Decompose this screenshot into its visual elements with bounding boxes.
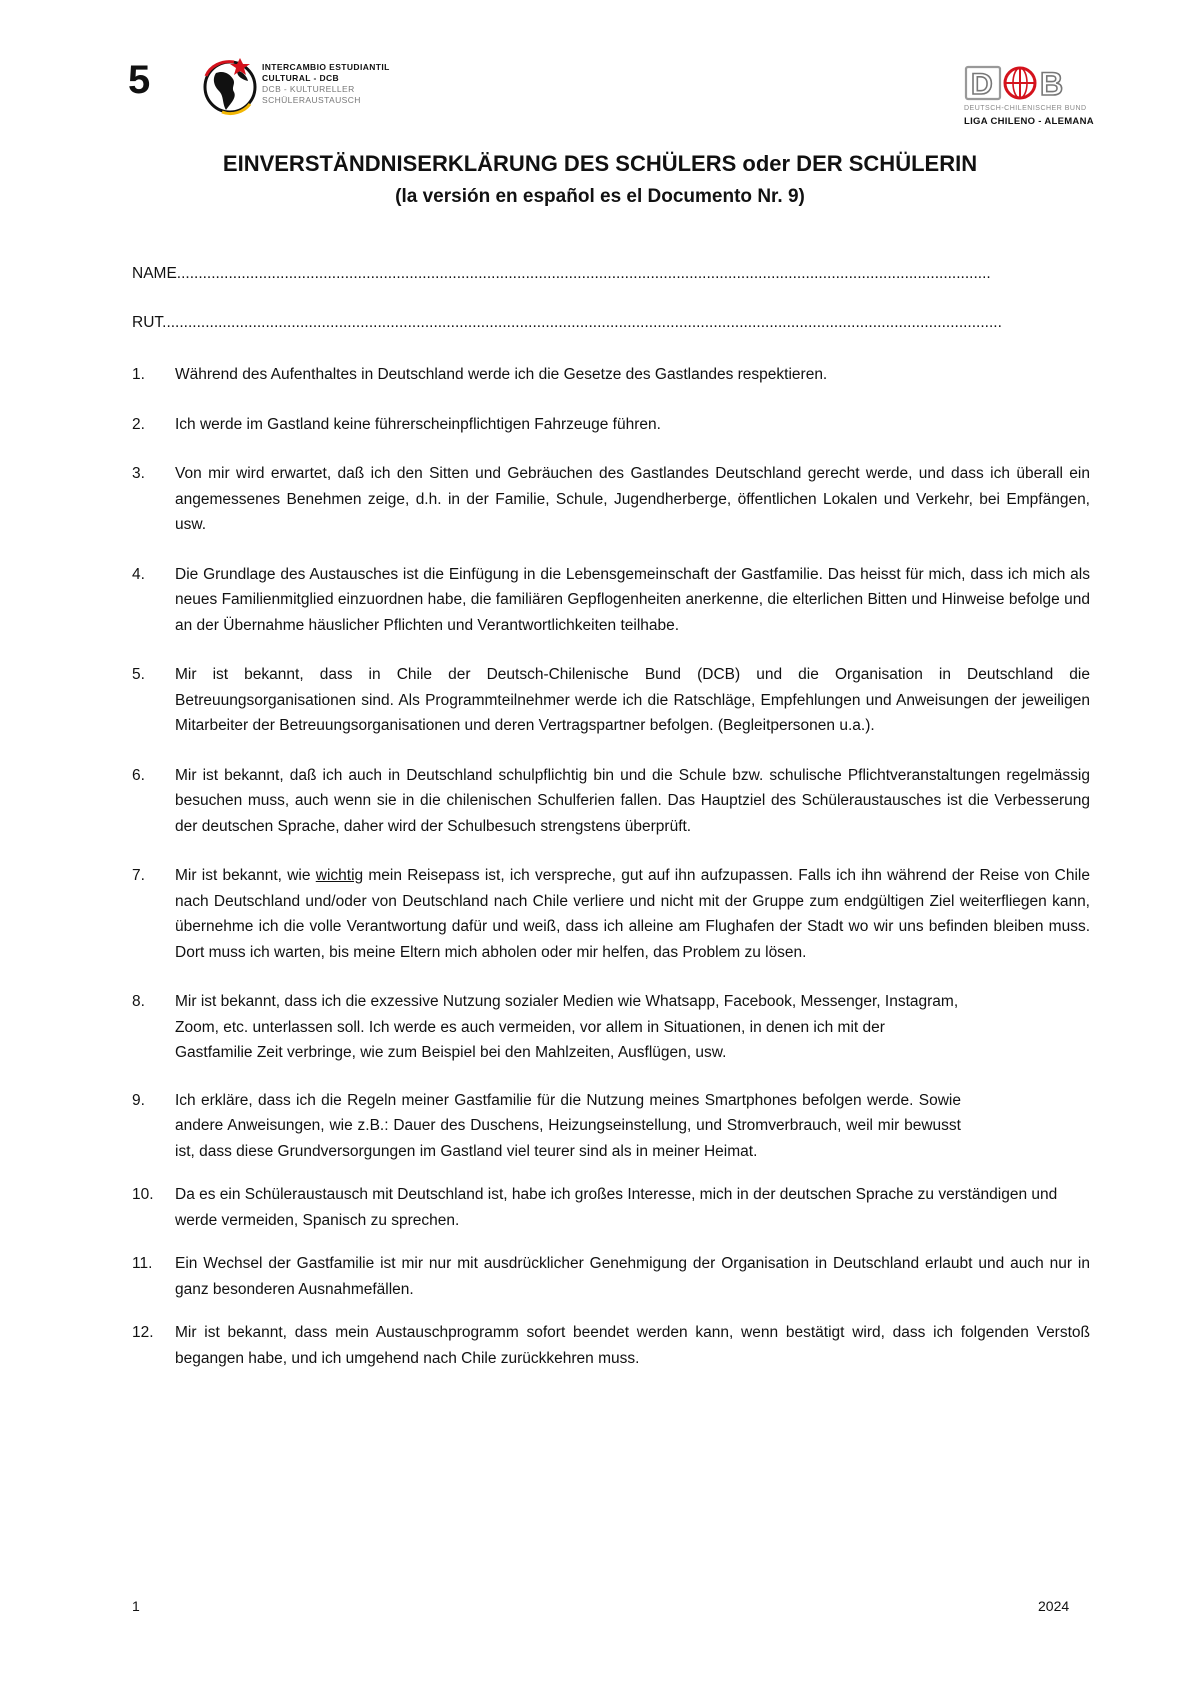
item-number: 3. bbox=[132, 465, 145, 482]
list-item bbox=[132, 662, 1090, 739]
list-item bbox=[132, 562, 1090, 639]
item-text-start: Mir ist bekannt, wie bbox=[175, 867, 316, 884]
svg-text:B: B bbox=[1040, 66, 1064, 102]
list-item bbox=[132, 461, 1090, 538]
item-number: 5. bbox=[132, 666, 145, 683]
item-number: 12. bbox=[132, 1324, 154, 1341]
dcb-tagline: DEUTSCH-CHILENISCHER BUND bbox=[964, 105, 1087, 112]
item-text: Ich werde im Gastland keine führerscheinpflichtigen Fahrzeuge führen. bbox=[175, 415, 661, 433]
dcb-logo-icon bbox=[964, 64, 1094, 102]
page-number: 1 bbox=[132, 1598, 140, 1614]
item-text: Mir ist bekannt, dass mein Austauschprogramm sofort beendet werden kann, wenn bestätigt wird, dass ich folgenden Verstoß begangen habe, und ich umgehend nach Chile zurückkehren muss. bbox=[175, 1324, 1090, 1367]
logo-line-3: DCB - KULTURELLER bbox=[262, 84, 355, 94]
item-number: 6. bbox=[132, 766, 145, 784]
document-subtitle: (la versión en español es el Documento Nr. 9) bbox=[395, 186, 805, 207]
logo-line-4: SCHÜLERAUSTAUSCH bbox=[262, 95, 361, 105]
list-item bbox=[132, 1182, 1090, 1233]
globe-logo-icon bbox=[200, 56, 260, 116]
rut-field: RUT................................................................................................................................................................................................... bbox=[132, 314, 1002, 331]
item-number: 7. bbox=[132, 867, 145, 884]
item-number: 4. bbox=[132, 565, 145, 583]
document-number: 5 bbox=[128, 58, 151, 102]
item-text: Von mir wird erwartet, daß ich den Sitten und Gebräuchen des Gastlandes Deutschland gerecht werde, und dass ich überall ein angemessenes Benehmen zeige, d.h. in der Familie, Schule, Jugendherberge, öffentlichen Lokalen und Verkehr, bei Empfängen, usw. bbox=[175, 465, 1090, 533]
list-item bbox=[132, 763, 1090, 840]
name-field: NAME............................................................................................................................................................................................. bbox=[132, 265, 991, 282]
item-text: Mir ist bekannt, daß ich auch in Deutschland schulpflichtig bin und die Schule bzw. schulische Pflichtveranstaltungen regelmässig besuchen muss, auch wenn sie in die chilenischen Schulferien fallen. Das Hauptziel des Schüleraustausches ist die Verbesserung der deutschen Sprache, daher wird der Schulbesuch strengstens überprüft. bbox=[175, 766, 1090, 835]
list-item bbox=[132, 989, 1090, 1066]
logo-line-1: INTERCAMBIO ESTUDIANTIL bbox=[262, 62, 390, 72]
item-number: 8. bbox=[132, 993, 145, 1010]
item-text: Die Grundlage des Austausches ist die Einfügung in die Lebensgemeinschaft der Gastfamilie. Das heisst für mich, dass ich mich als neues Familienmitglied einzuordnen habe, die familiären Gepflogenheiten anerkenne, die elterlichen Bitten und Hinweise befolge und an der Übernahme häuslicher Pflichten und Verantwortlichkeiten teilhabe. bbox=[175, 565, 1090, 634]
list-item bbox=[132, 1251, 1090, 1302]
item-text: Mir ist bekannt, dass ich die exzessive Nutzung sozialer Medien wie Whatsapp, Facebook, Messenger, Instagram, Zoom, etc. unterlassen soll. Ich werde es auch vermeiden, vor allem in Situationen, in denen ich mit der Gastfamilie Zeit verbringe, wie zum Beispiel bei den Mahlzeiten, Ausflügen, usw. bbox=[175, 993, 959, 1061]
document-title: EINVERSTÄNDNISERKLÄRUNG DES SCHÜLERS oder DER SCHÜLERIN bbox=[222, 151, 978, 176]
intercambio-logo-text bbox=[262, 62, 432, 106]
item-text: Da es ein Schüleraustausch mit Deutschland ist, habe ich großes Interesse, mich in der deutschen Sprache zu verständigen und werde vermeiden, Spanisch zu sprechen. bbox=[175, 1186, 1058, 1229]
logo-line-2: CULTURAL - DCB bbox=[262, 73, 340, 83]
item-text: Mir ist bekannt, dass in Chile der Deutsch-Chilenische Bund (DCB) und die Organisation in Deutschland die Betreuungsorganisationen sind. Als Programmteilnehmer werde ich die Ratschläge, Empfehlungen und Anweisungen der jeweiligen Mitarbeiter der Betreuungsorganisationen und deren Vertragspartner befolgen. (Begleitpersonen u.a.). bbox=[175, 666, 1090, 734]
item-text: Während des Aufenthaltes in Deutschland werde ich die Gesetze des Gastlandes respektieren. bbox=[175, 366, 828, 383]
footer-year: 2024 bbox=[1038, 1598, 1070, 1614]
dcb-name: LIGA CHILENO - ALEMANA bbox=[964, 116, 1094, 127]
item-text bbox=[175, 863, 1090, 965]
declaration-list bbox=[132, 362, 1090, 1371]
list-item bbox=[132, 412, 1090, 438]
dcb-logo bbox=[960, 64, 1100, 130]
item-text: Ich erkläre, dass ich die Regeln meiner Gastfamilie für die Nutzung meines Smartphones befolgen werde. Sowie andere Anweisungen, wie z.B.: Dauer des Duschens, Heizungseinstellung, und Stromverbrauch, weil mir bewusst ist, dass diese Grundversorgungen im Gastland viel teurer sind als in meiner Heimat. bbox=[175, 1091, 961, 1160]
item-text-end: mein Reisepass ist, ich verspreche, gut auf ihn aufzupassen. Falls ich ihn während der Reise von Chile nach Deutschland und/oder von Deutschland nach Chile verliere und nicht mit der Gruppe zum endgültigen Ziel weiterfliegen kann, übernehme ich die volle Verantwortung dafür und weiß, dass ich alleine am Flughafen der Stadt wo wir uns befinden bleiben muss. Dort muss ich warten, bis meine Eltern mich abholen oder mir helfen, das Problem zu lösen. bbox=[175, 867, 1090, 961]
svg-text:D: D bbox=[971, 68, 993, 101]
item-number: 2. bbox=[132, 415, 145, 433]
item-number: 1. bbox=[132, 366, 145, 383]
list-item bbox=[132, 362, 1090, 388]
intercambio-logo bbox=[200, 56, 420, 120]
item-text: Ein Wechsel der Gastfamilie ist mir nur mit ausdrücklicher Genehmigung der Organisation in Deutschland erlaubt und auch nur in ganz besonderen Ausnahmefällen. bbox=[175, 1255, 1090, 1298]
item-number: 9. bbox=[132, 1091, 145, 1109]
item-number: 10. bbox=[132, 1186, 154, 1203]
list-item bbox=[132, 863, 1090, 965]
list-item bbox=[132, 1088, 1090, 1165]
list-item bbox=[132, 1320, 1090, 1371]
item-text-underlined: wichtig bbox=[315, 867, 364, 884]
item-number: 11. bbox=[132, 1255, 153, 1272]
